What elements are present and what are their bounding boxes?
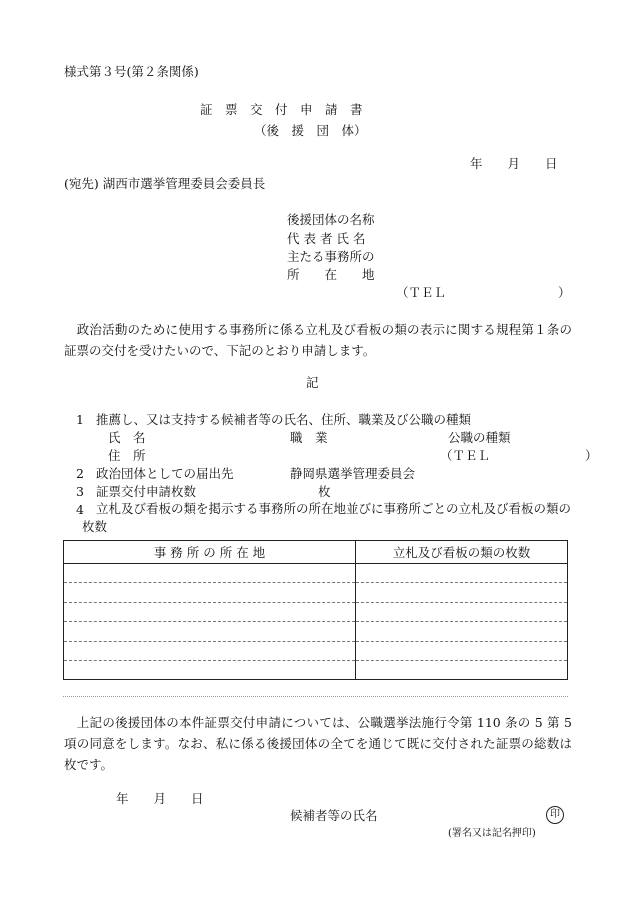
office-location-cell[interactable] [64, 660, 356, 679]
item-3-text: 証票交付申請枚数 [96, 484, 197, 499]
office-location-cell[interactable] [64, 641, 356, 660]
item-4-text: 立札及び看板の類を掲示する事務所の所在地並びに事務所ごとの立札及び看板の類の枚数 [82, 501, 572, 534]
item-3-number: 3 [76, 484, 84, 499]
item-3-unit: 枚 [318, 484, 331, 499]
candidate-name-label: 氏 名 [108, 430, 146, 445]
sign-count-header: 立札及び看板の類の枚数 [356, 541, 568, 564]
applicant-tel-close: ） [558, 285, 571, 300]
applicant-tel-label: （ＴＥＬ [396, 285, 447, 300]
item-2-text: 政治団体としての届出先 [96, 466, 234, 481]
document-subtitle: （後 援 団 体） [254, 123, 367, 138]
candidate-address-label: 住 所 [108, 448, 146, 463]
candidate-tel-close: ） [585, 448, 598, 463]
item-2-value: 静岡県選挙管理委員会 [290, 466, 416, 481]
form-number: 様式第３号(第２条関係) [64, 64, 199, 79]
sign-count-cell[interactable] [356, 660, 568, 679]
item-1-text: 推薦し、又は支持する候補者等の氏名、住所、職業及び公職の種類 [96, 412, 472, 427]
item-2-number: 2 [76, 466, 84, 481]
table-row [64, 583, 568, 602]
group-name-label: 後援団体の名称 [287, 212, 375, 227]
occupation-label: 職 業 [290, 430, 328, 445]
item-1-number: 1 [76, 412, 84, 427]
sign-count-cell[interactable] [356, 622, 568, 641]
seal-note: (署名又は記名押印) [448, 828, 536, 839]
consent-paragraph: 上記の後援団体の本件証票交付申請については、公職選挙法施行令第 110 条の 5 第 5 項の同意をします。なお、私に係る後援団体の全てを通じて既に交付された証票の総数は 枚です。 [64, 715, 598, 772]
office-location-header: 事 務 所 の 所 在 地 [64, 541, 356, 564]
candidate-name-field-label: 候補者等の氏名 [290, 808, 378, 823]
location-label: 所 在 地 [287, 267, 375, 282]
representative-label: 代 表 者 氏 名 [287, 231, 366, 246]
table-row [64, 564, 568, 583]
office-location-cell[interactable] [64, 622, 356, 641]
public-office-label: 公職の種類 [448, 430, 511, 445]
office-location-cell[interactable] [64, 564, 356, 583]
table-row [64, 660, 568, 679]
table-row [64, 602, 568, 621]
item-4-number: 4 [76, 502, 84, 517]
office-location-cell[interactable] [64, 602, 356, 621]
office-table [63, 540, 568, 680]
document-title: 証 票 交 付 申 請 書 [200, 102, 363, 117]
office-location-cell[interactable] [64, 583, 356, 602]
seal-mark: 印 [546, 806, 564, 824]
sign-count-cell[interactable] [356, 602, 568, 621]
sign-count-cell[interactable] [356, 583, 568, 602]
sign-count-cell[interactable] [356, 564, 568, 583]
candidate-tel-label: （ＴＥＬ [440, 448, 491, 463]
table-row [64, 641, 568, 660]
ki-heading: 記 [306, 375, 319, 390]
main-office-label: 主たる事務所の [287, 249, 375, 264]
table-row [64, 622, 568, 641]
addressee: (宛先) 湖西市選挙管理委員会委員長 [64, 176, 266, 191]
separator-line [63, 696, 568, 697]
consent-date: 年 月 日 [116, 791, 204, 806]
application-date: 年 月 日 [470, 156, 558, 171]
intro-paragraph: 政治活動のために使用する事務所に係る立札及び看板の類の表示に関する規程第１条の証票の交付を受けたいので、下記のとおり申請します。 [64, 322, 572, 358]
sign-count-cell[interactable] [356, 641, 568, 660]
table-header-row [64, 541, 568, 564]
